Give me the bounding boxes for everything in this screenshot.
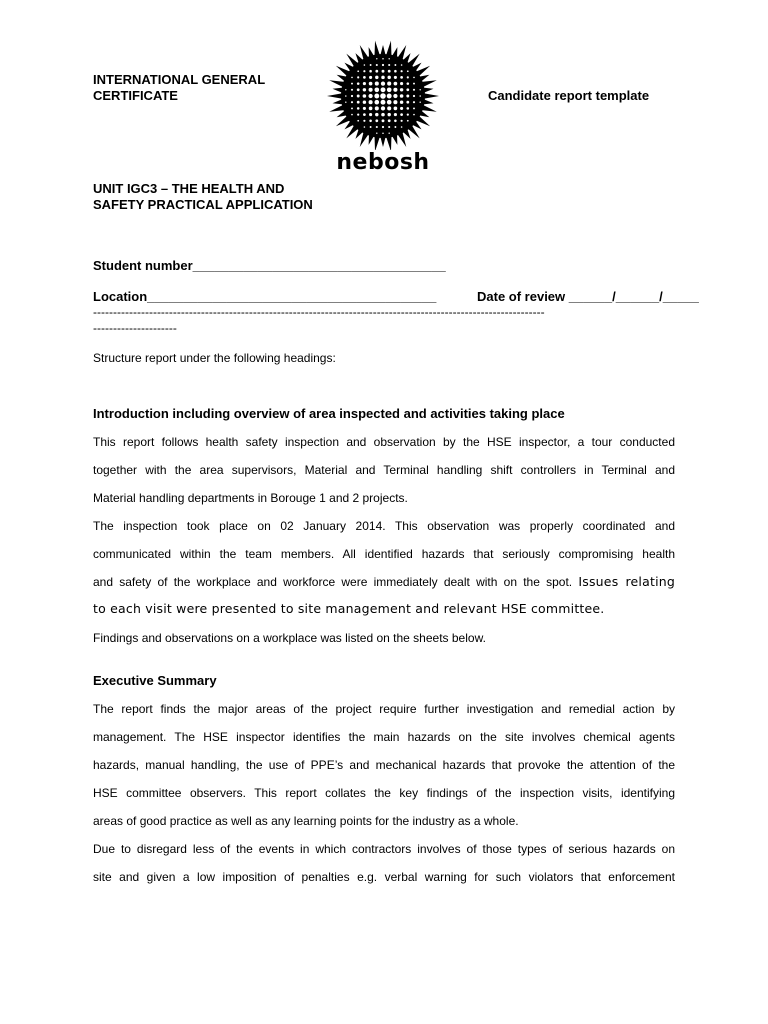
logo-dot bbox=[381, 100, 386, 105]
logo-dot bbox=[400, 82, 403, 85]
paragraph-line: HSE committee observers. This report collates the key findings of the inspection visits, identifying bbox=[93, 786, 675, 800]
logo-dot bbox=[401, 64, 403, 66]
paragraph-line: hazards, manual handling, the use of PPE’s and mechanical hazards that provoke the attention of the bbox=[93, 758, 675, 772]
logo-dot bbox=[387, 106, 391, 110]
logo-dot bbox=[357, 114, 359, 116]
logo-dot bbox=[351, 77, 353, 79]
logo-dot bbox=[407, 120, 409, 122]
student-number-field: Student number___________________________________ bbox=[93, 258, 446, 273]
logo-dot bbox=[387, 94, 392, 99]
logo-dot bbox=[376, 132, 377, 133]
logo-dot bbox=[376, 58, 377, 59]
paragraph-line: communicated within the team members. All identified hazards that seriously compromising health bbox=[93, 547, 675, 561]
logo-dot bbox=[401, 126, 403, 128]
logo-dot bbox=[351, 101, 353, 103]
logo-dot bbox=[388, 58, 389, 59]
logo-text: nebosh bbox=[336, 150, 430, 175]
logo-dot bbox=[374, 87, 379, 92]
logo-dot bbox=[369, 100, 373, 104]
logo-dot bbox=[407, 114, 409, 116]
logo-dot bbox=[387, 87, 392, 92]
logo-burst-icon bbox=[322, 40, 444, 150]
logo-dot bbox=[357, 95, 360, 98]
intro-paragraph-2-last: to each visit were presented to site management and relevant HSE committee. bbox=[93, 601, 605, 616]
paragraph-line: The inspection took place on 02 January 2014. This observation was properly coordinated and bbox=[93, 519, 675, 533]
paragraph-line: This report follows health safety inspection and observation by the HSE inspector, a tour conducted bbox=[93, 435, 675, 449]
logo-dot bbox=[394, 82, 398, 86]
logo-dot bbox=[394, 126, 396, 128]
logo-dot bbox=[357, 76, 359, 78]
logo-dot bbox=[394, 64, 396, 66]
logo-dot bbox=[400, 94, 404, 98]
logo-dot bbox=[381, 76, 385, 80]
logo-dot bbox=[376, 64, 378, 66]
logo-dot bbox=[387, 76, 390, 79]
logo-dot bbox=[419, 89, 420, 90]
logo-dot bbox=[357, 70, 359, 72]
logo-dot bbox=[382, 119, 385, 122]
logo-dot bbox=[363, 82, 366, 85]
paragraph-line: areas of good practice as well as any learning points for the industry as a whole. bbox=[93, 814, 519, 828]
unit-title bbox=[93, 181, 313, 213]
logo-dot bbox=[351, 114, 353, 116]
logo-dot bbox=[394, 120, 397, 123]
logo-dot bbox=[382, 126, 384, 128]
logo-dot bbox=[370, 64, 372, 66]
logo-dot bbox=[363, 120, 365, 122]
paragraph-line-mixed-b: Issues relating bbox=[578, 574, 675, 589]
logo-dot bbox=[364, 64, 366, 66]
divider-line: ----------------------------------------------------------------------------------------------------------------- bbox=[93, 305, 545, 319]
paragraph-line: together with the area supervisors, Material and Terminal handling shift controllers in Terminal and bbox=[93, 463, 675, 477]
logo-dot bbox=[406, 95, 409, 98]
logo-dot bbox=[400, 107, 403, 110]
logo-dot bbox=[345, 89, 346, 90]
divider-line-end: --------------------- bbox=[93, 321, 177, 335]
logo-dot bbox=[388, 64, 390, 66]
logo-dot bbox=[369, 120, 372, 123]
logo-dot bbox=[381, 87, 386, 92]
logo-dot bbox=[413, 107, 415, 109]
logo-dot bbox=[393, 88, 397, 92]
logo-dot bbox=[394, 76, 397, 79]
logo-dot bbox=[382, 132, 384, 134]
logo-dot bbox=[363, 107, 366, 110]
paragraph-line-mixed-a: and safety of the workplace and workforce were immediately dealt with on the spot. bbox=[93, 575, 573, 589]
logo-dot bbox=[419, 101, 420, 102]
logo-dot bbox=[400, 100, 403, 103]
logo-dot bbox=[375, 119, 378, 122]
logo-dot bbox=[388, 132, 389, 133]
logo-dot bbox=[400, 76, 403, 79]
logo-dot bbox=[407, 82, 410, 85]
logo-dot bbox=[375, 70, 378, 73]
logo-dot bbox=[363, 113, 366, 116]
logo-dot bbox=[394, 107, 398, 111]
logo-dot bbox=[369, 88, 373, 92]
intro-paragraph-2 bbox=[93, 512, 675, 596]
org-title-line2: CERTIFICATE bbox=[93, 88, 178, 103]
logo-dot bbox=[357, 82, 360, 85]
logo-dot bbox=[369, 107, 373, 111]
logo-dot bbox=[400, 113, 403, 116]
logo-dot bbox=[369, 113, 372, 116]
date-of-review-field: Date of review ______/______/_____ bbox=[477, 289, 699, 304]
logo-dot bbox=[370, 126, 372, 128]
logo-dot bbox=[400, 88, 403, 91]
logo-dot bbox=[388, 126, 390, 128]
logo-dot bbox=[380, 93, 386, 99]
logo-dot bbox=[407, 107, 410, 110]
logo-dot bbox=[401, 120, 403, 122]
logo-dot bbox=[407, 76, 409, 78]
logo-dot bbox=[413, 77, 415, 79]
paragraph-line-mixed bbox=[93, 568, 675, 596]
logo-dot bbox=[374, 94, 379, 99]
logo-dot bbox=[388, 119, 391, 122]
logo-dot bbox=[374, 100, 379, 105]
logo-dot bbox=[413, 95, 415, 97]
org-title bbox=[93, 72, 265, 104]
logo-dot bbox=[345, 95, 347, 97]
logo-dot bbox=[351, 83, 353, 85]
intro-paragraph-1 bbox=[93, 428, 675, 512]
logo-dot bbox=[368, 94, 372, 98]
logo-dot bbox=[388, 70, 391, 73]
logo-dot bbox=[369, 82, 373, 86]
logo-dot bbox=[387, 82, 391, 86]
logo-dot bbox=[394, 113, 397, 116]
logo-dot bbox=[369, 76, 372, 79]
logo-dot bbox=[363, 94, 367, 98]
logo-dot bbox=[363, 76, 366, 79]
paragraph-line: Material handling departments in Borouge 1 and 2 projects. bbox=[93, 491, 408, 505]
instructions-text: Structure report under the following headings: bbox=[93, 351, 336, 365]
org-title-line1: INTERNATIONAL GENERAL bbox=[93, 72, 266, 87]
logo-dot bbox=[381, 106, 385, 110]
logo-dot bbox=[375, 76, 378, 79]
logo-dot bbox=[393, 100, 397, 104]
logo-dot bbox=[351, 95, 353, 97]
intro-paragraph-3: Findings and observations on a workplace was listed on the sheets below. bbox=[93, 631, 486, 645]
logo-dot bbox=[382, 64, 384, 66]
nebosh-logo bbox=[322, 40, 444, 180]
logo-dot bbox=[394, 70, 397, 73]
location-field: Location________________________________________ bbox=[93, 289, 437, 304]
intro-heading: Introduction including overview of area inspected and activities taking place bbox=[93, 406, 565, 421]
logo-dot bbox=[357, 107, 360, 110]
paragraph-line: The report finds the major areas of the project require further investigation and remedial action by bbox=[93, 702, 675, 716]
exec-paragraph-1 bbox=[93, 695, 675, 835]
logo-dot bbox=[376, 126, 378, 128]
exec-summary-heading: Executive Summary bbox=[93, 673, 217, 688]
logo-dot bbox=[382, 58, 384, 60]
logo-dot bbox=[364, 126, 366, 128]
logo-dot bbox=[363, 100, 366, 103]
unit-title-line1: UNIT IGC3 – THE HEALTH AND bbox=[93, 181, 285, 196]
logo-dot bbox=[345, 101, 346, 102]
logo-dot bbox=[413, 83, 415, 85]
logo-dot bbox=[363, 70, 365, 72]
logo-dot bbox=[413, 101, 415, 103]
paragraph-line: site and given a low imposition of penalties e.g. verbal warning for such violators that enforcement bbox=[93, 870, 675, 884]
exec-paragraph-2 bbox=[93, 835, 675, 891]
logo-dot bbox=[357, 120, 359, 122]
logo-dot bbox=[363, 88, 366, 91]
unit-title-line2: SAFETY PRACTICAL APPLICATION bbox=[93, 197, 313, 212]
logo-dot bbox=[413, 89, 415, 91]
logo-dot bbox=[357, 101, 360, 104]
logo-dot bbox=[387, 100, 392, 105]
logo-dot bbox=[375, 113, 378, 116]
logo-dot bbox=[351, 107, 353, 109]
logo-dot bbox=[387, 113, 390, 116]
logo-dot bbox=[351, 89, 353, 91]
logo-dot bbox=[419, 95, 421, 97]
paragraph-line: Due to disregard less of the events in which contractors involves of those types of serious hazards on bbox=[93, 842, 675, 856]
logo-dot bbox=[375, 106, 379, 110]
logo-dot bbox=[401, 70, 403, 72]
logo-dot bbox=[406, 88, 409, 91]
template-label: Candidate report template bbox=[488, 88, 650, 103]
logo-dot bbox=[406, 101, 409, 104]
logo-dot bbox=[375, 82, 379, 86]
logo-dot bbox=[393, 94, 397, 98]
logo-dot bbox=[381, 113, 385, 117]
logo-dot bbox=[382, 70, 385, 73]
paragraph-line: management. The HSE inspector identifies the main hazards on the site involves chemical agents bbox=[93, 730, 675, 744]
logo-dot bbox=[369, 70, 372, 73]
logo-dot bbox=[413, 114, 415, 116]
logo-dot bbox=[381, 81, 385, 85]
logo-dot bbox=[407, 70, 409, 72]
logo-dot bbox=[357, 88, 360, 91]
